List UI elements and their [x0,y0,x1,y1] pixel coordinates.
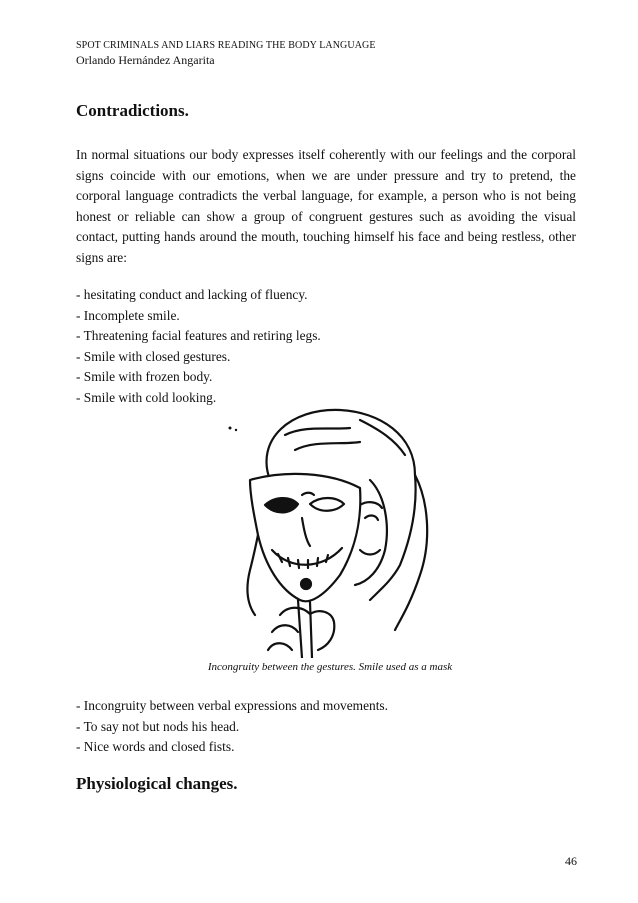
mask-illustration [210,400,440,658]
running-header-title: SPOT CRIMINALS AND LIARS READING THE BODY LANGUAGE [76,40,376,51]
page-number: 46 [565,854,577,868]
section-heading-contradictions: Contradictions. [76,101,189,120]
list-item: - Threatening facial features and retiring legs. [76,328,321,344]
list-item: - hesitating conduct and lacking of fluency. [76,287,308,302]
list-item: - Nice words and closed fists. [76,739,235,755]
body-paragraph: In normal situations our body expresses itself coherently with our feelings and the corporal signs coincide with our emotions, when we are under pressure and try to pretend, the corporal language contradicts the verbal language, for example, a person who is not being honest or reliable can show a group of congruent gestures such as avoiding the visual contact, putting hands around the mouth, touching himself his face and being restless, other signs are: [76,147,576,265]
figure-caption-text: Incongruity between the gestures. Smile used as a mask [207,661,453,673]
list-item: - Smile with frozen body. [76,369,213,385]
list-item: - To say not but nods his head. [76,718,240,734]
signs-list [76,285,321,409]
running-header-author: Orlando Hernández Angarita [76,53,215,67]
section-heading-physiological-changes: Physiological changes. [76,774,238,793]
figure-caption [0,661,638,673]
list-item: - Smile with cold looking. [76,389,217,405]
woman-holding-mask-drawing [210,400,440,658]
additional-signs-list [76,696,388,758]
list-item: - Incomplete smile. [76,307,180,323]
list-item: - Incongruity between verbal expressions and movements. [76,698,388,713]
list-item: - Smile with closed gestures. [76,348,231,364]
